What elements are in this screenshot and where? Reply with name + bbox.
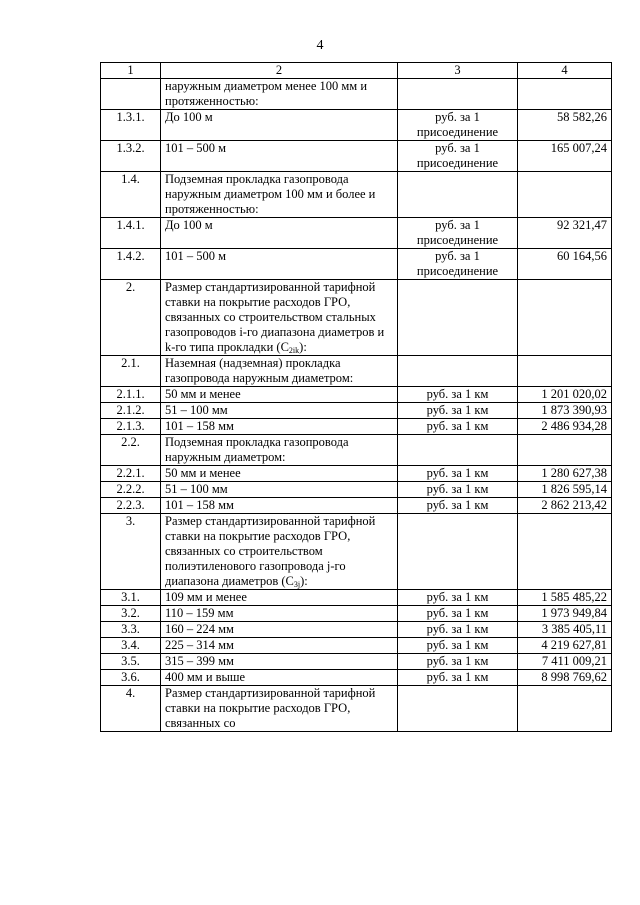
row-unit: руб. за 1 присоединение [398, 110, 518, 141]
row-value [518, 356, 612, 387]
row-description [161, 514, 398, 590]
row-value: 1 280 627,38 [518, 466, 612, 482]
row-unit [398, 435, 518, 466]
row-unit: руб. за 1 км [398, 466, 518, 482]
row-unit: руб. за 1 км [398, 606, 518, 622]
row-description [161, 280, 398, 356]
table-row [101, 356, 612, 387]
row-description: 50 мм и менее [161, 466, 398, 482]
row-number: 1.4.2. [101, 249, 161, 280]
row-description: 101 – 158 мм [161, 419, 398, 435]
row-unit [398, 172, 518, 218]
row-number: 3.4. [101, 638, 161, 654]
row-number: 2.1. [101, 356, 161, 387]
row-value: 2 862 213,42 [518, 498, 612, 514]
row-unit: руб. за 1 км [398, 498, 518, 514]
table-row [101, 590, 612, 606]
description-text: Размер стандартизированной тарифной ставки на покрытие расходов ГРО, связанных со строительством полиэтиленового газопровода j-го диапазона диаметров [165, 514, 376, 588]
row-value: 58 582,26 [518, 110, 612, 141]
table-row [101, 670, 612, 686]
row-description: 315 – 399 мм [161, 654, 398, 670]
row-unit: руб. за 1 км [398, 590, 518, 606]
table-row [101, 514, 612, 590]
row-description: Размер стандартизированной тарифной ставки на покрытие расходов ГРО, связанных со [161, 686, 398, 732]
row-description: До 100 м [161, 218, 398, 249]
formula-symbol: (C [276, 340, 289, 354]
row-number: 2.1.2. [101, 403, 161, 419]
table-row [101, 654, 612, 670]
row-description: 110 – 159 мм [161, 606, 398, 622]
table-row [101, 435, 612, 466]
formula-subscript: 2ik [288, 346, 300, 355]
row-unit: руб. за 1 км [398, 638, 518, 654]
row-description: 51 – 100 мм [161, 482, 398, 498]
table-row [101, 606, 612, 622]
formula-end: ): [300, 574, 308, 588]
row-description: 225 – 314 мм [161, 638, 398, 654]
table-row [101, 466, 612, 482]
formula-end: ): [299, 340, 307, 354]
row-value [518, 435, 612, 466]
row-value: 1 973 949,84 [518, 606, 612, 622]
row-unit: руб. за 1 присоединение [398, 141, 518, 172]
row-unit [398, 686, 518, 732]
row-description: 101 – 158 мм [161, 498, 398, 514]
row-number: 3.2. [101, 606, 161, 622]
row-value [518, 686, 612, 732]
row-number: 2. [101, 280, 161, 356]
table-row [101, 498, 612, 514]
table-body [101, 79, 612, 732]
row-number: 2.2.1. [101, 466, 161, 482]
row-value: 1 585 485,22 [518, 590, 612, 606]
header-col-4: 4 [518, 63, 612, 79]
table-row [101, 249, 612, 280]
row-description: До 100 м [161, 110, 398, 141]
row-unit: руб. за 1 км [398, 622, 518, 638]
page-number: 4 [316, 38, 324, 53]
row-description: 400 мм и выше [161, 670, 398, 686]
row-value [518, 514, 612, 590]
row-unit: руб. за 1 присоединение [398, 218, 518, 249]
table-row [101, 172, 612, 218]
table-row [101, 280, 612, 356]
table-row [101, 403, 612, 419]
row-description: 51 – 100 мм [161, 403, 398, 419]
row-number: 2.1.1. [101, 387, 161, 403]
row-unit: руб. за 1 км [398, 403, 518, 419]
row-value: 1 873 390,93 [518, 403, 612, 419]
formula-symbol: (C [281, 574, 294, 588]
row-description: 50 мм и менее [161, 387, 398, 403]
row-number: 2.2.3. [101, 498, 161, 514]
row-unit: руб. за 1 км [398, 670, 518, 686]
row-number: 3. [101, 514, 161, 590]
row-description: 101 – 500 м [161, 141, 398, 172]
table-row [101, 79, 612, 110]
row-value [518, 280, 612, 356]
table-row [101, 482, 612, 498]
row-value: 3 385 405,11 [518, 622, 612, 638]
table-row [101, 419, 612, 435]
table-row [101, 387, 612, 403]
row-value: 2 486 934,28 [518, 419, 612, 435]
row-number: 4. [101, 686, 161, 732]
row-unit [398, 514, 518, 590]
row-description: 101 – 500 м [161, 249, 398, 280]
row-unit: руб. за 1 присоединение [398, 249, 518, 280]
row-value [518, 172, 612, 218]
row-value [518, 79, 612, 110]
row-value: 60 164,56 [518, 249, 612, 280]
table-row [101, 110, 612, 141]
row-number [101, 79, 161, 110]
table-row [101, 622, 612, 638]
table-row [101, 638, 612, 654]
description-text: Размер стандартизированной тарифной ставки на покрытие расходов ГРО, связанных со строительством стальных газопроводов i-го диапазона диаметров и k-го типа прокладки [165, 280, 385, 354]
row-number: 3.5. [101, 654, 161, 670]
row-number: 1.3.1. [101, 110, 161, 141]
header-col-3: 3 [398, 63, 518, 79]
row-number: 1.3.2. [101, 141, 161, 172]
row-number: 1.4.1. [101, 218, 161, 249]
row-unit [398, 280, 518, 356]
row-unit [398, 356, 518, 387]
row-number: 2.2. [101, 435, 161, 466]
row-number: 2.2.2. [101, 482, 161, 498]
row-value: 92 321,47 [518, 218, 612, 249]
tariff-table [100, 62, 612, 732]
row-number: 3.3. [101, 622, 161, 638]
row-number: 1.4. [101, 172, 161, 218]
row-value: 1 826 595,14 [518, 482, 612, 498]
row-number: 3.1. [101, 590, 161, 606]
row-unit: руб. за 1 км [398, 419, 518, 435]
row-unit: руб. за 1 км [398, 482, 518, 498]
row-description: Подземная прокладка газопровода наружным диаметром: [161, 435, 398, 466]
table-row [101, 686, 612, 732]
row-value: 4 219 627,81 [518, 638, 612, 654]
header-col-2: 2 [161, 63, 398, 79]
table-row [101, 141, 612, 172]
row-description: 109 мм и менее [161, 590, 398, 606]
row-unit [398, 79, 518, 110]
row-number: 3.6. [101, 670, 161, 686]
row-value: 1 201 020,02 [518, 387, 612, 403]
row-value: 7 411 009,21 [518, 654, 612, 670]
formula-subscript: 3j [293, 580, 301, 589]
row-description: наружным диаметром менее 100 мм и протяженностью: [161, 79, 398, 110]
row-unit: руб. за 1 км [398, 387, 518, 403]
row-description: 160 – 224 мм [161, 622, 398, 638]
row-unit: руб. за 1 км [398, 654, 518, 670]
row-value: 165 007,24 [518, 141, 612, 172]
row-value: 8 998 769,62 [518, 670, 612, 686]
table-row [101, 218, 612, 249]
row-number: 2.1.3. [101, 419, 161, 435]
table-header-row [101, 63, 612, 79]
row-description: Подземная прокладка газопровода наружным диаметром 100 мм и более и протяженностью: [161, 172, 398, 218]
header-col-1: 1 [101, 63, 161, 79]
row-description: Наземная (надземная) прокладка газопровода наружным диаметром: [161, 356, 398, 387]
